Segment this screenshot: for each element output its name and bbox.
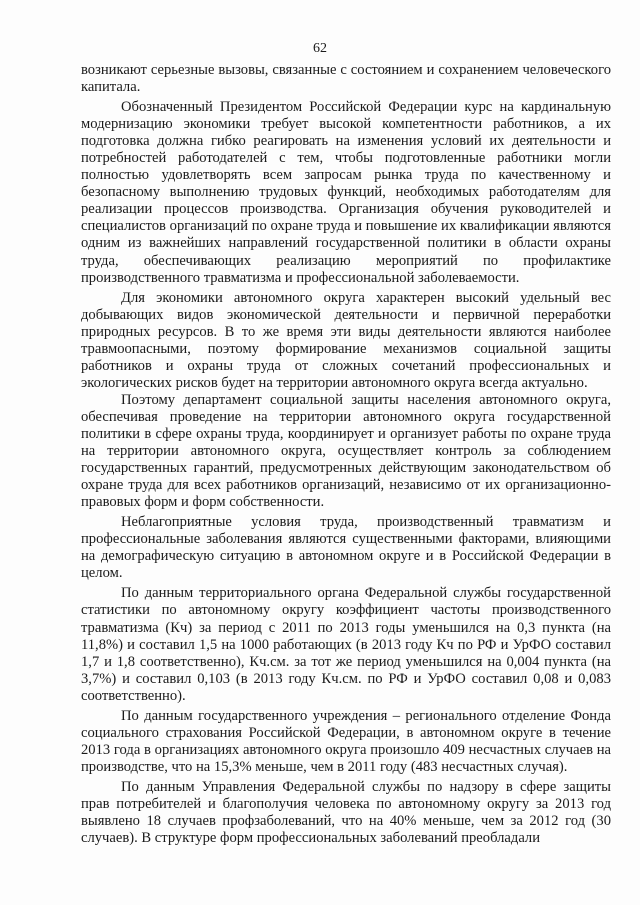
paragraph-5: Неблагоприятные условия труда, производственный травматизм и профессиональные заболевания являются существенными факторами, влияющими на демографическую ситуацию в автономном округе и в Российской Федерации в целом.: [81, 514, 611, 582]
document-body: [81, 62, 611, 847]
paragraph-6: По данным территориального органа Федеральной службы государственной статистики по автономному округу коэффициент частоты производственного травматизма (Кч) за период с 2011 по 2013 годы уменьшился на 0,3 пункта (на 11,8%) и составил 1,5 на 1000 работающих (в 2013 году Кч по РФ и УрФО составил 1,7 и 1,8 соответственно), Кч.см. за тот же период уменьшился на 0,004 пункта (на 3,7%) и составил 0,103 (в 2013 году Кч.см. по РФ и УрФО составил 0,08 и 0,083 соответственно).: [81, 585, 611, 704]
paragraph-1: возникают серьезные вызовы, связанные с состоянием и сохранением человеческого капитала.: [81, 62, 611, 96]
paragraph-8: По данным Управления Федеральной службы по надзору в сфере защиты прав потребителей и благополучия человека по автономному округу за 2013 год выявлено 18 случаев профзаболеваний, что на 40% меньше, чем за 2012 год (30 случаев). В структуре форм профессиональных заболеваний преобладали: [81, 778, 611, 847]
page-number: 62: [313, 41, 327, 56]
paragraph-3: Для экономики автономного округа характерен высокий удельный вес добывающих видов экономической деятельности и первичной переработки природных ресурсов. В то же время эти виды деятельности являются наиболее травмоопасными, поэтому формирование механизмов социальной защиты работников и охраны труда от сложных сочетаний профессиональных и экологических рисков будет на территории автономного округа всегда актуально.: [81, 289, 611, 391]
paragraph-2: Обозначенный Президентом Российской Федерации курс на кардинальную модернизацию экономики требует высокой компетентности работников, а их подготовка должна гибко реагировать на изменения условий их деятельности и потребностей работодателей с тем, чтобы подготовленные работники могли полностью удовлетворять всем запросам рынка труда по качественному и безопасному выполнению трудовых функций, необходимых работодателям для реализации процессов производства. Организация обучения руководителей и специалистов организаций по охране труда и повышение их квалификации являются одним из важнейших направлений государственной политики в области охраны труда, обеспечивающих реализацию мероприятий по профилактике производственного травматизма и профессиональной заболеваемости.: [81, 99, 611, 286]
paragraph-4: Поэтому департамент социальной защиты населения автономного округа, обеспечивая проведение на территории автономного округа государственной политики в сфере охраны труда, координирует и организует работы по охране труда на территории автономного округа, осуществляет контроль за соблюдением государственных гарантий, предусмотренных действующим законодательством об охране труда для всех работников организаций, независимо от их организационно-правовых форм и форм собственности.: [81, 391, 611, 511]
paragraph-7: По данным государственного учреждения – регионального отделение Фонда социального страхования Российской Федерации, в автономном округе в течение 2013 года в организациях автономного округа произошло 409 несчастных случаев на производстве, что на 15,3% меньше, чем в 2011 году (483 несчастных случая).: [81, 707, 611, 775]
